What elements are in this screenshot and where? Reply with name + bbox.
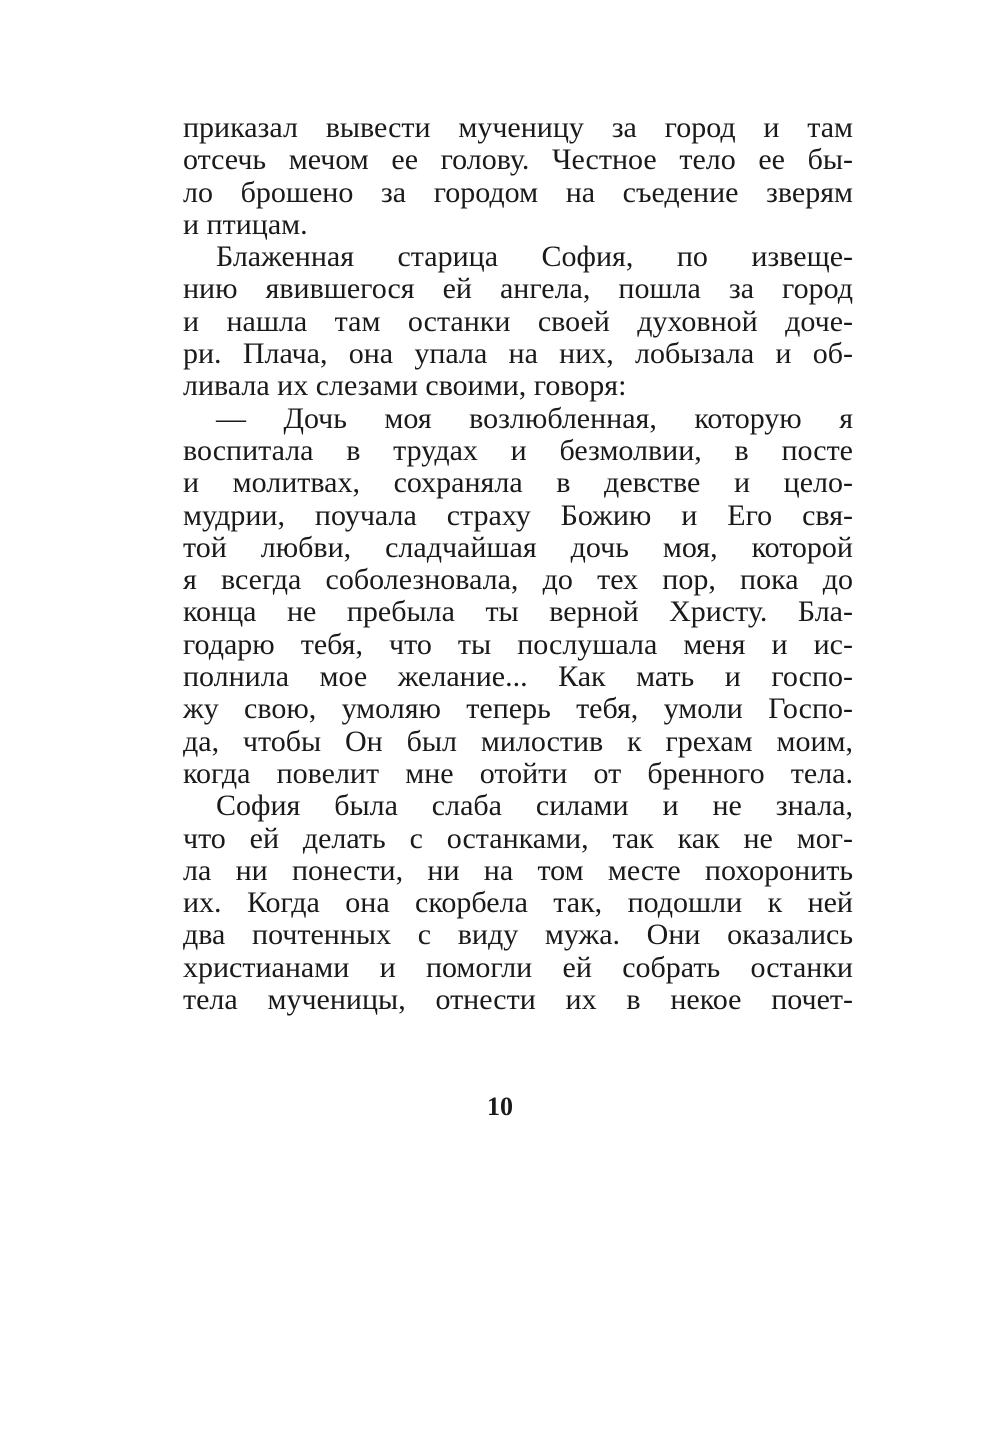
body-text (183, 112, 853, 1016)
text-line: их. Когда она скорбела так, подошли к ней (183, 886, 853, 920)
text-line: приказал вывести мученицу за город и там (183, 111, 853, 144)
text-line: ла ни понести, ни на том месте похоронить (183, 853, 853, 887)
text-line: и нашла там останки своей духовной доче- (183, 304, 853, 338)
text-line: конца не пребыла ты верной Христу. Бла- (183, 595, 853, 629)
text-line: я всегда соболезновала, до тех пор, пока до (183, 563, 853, 597)
text-line: ло брошено за городом на съедение зверям (183, 175, 853, 209)
page-number: 10 (487, 1092, 513, 1121)
text-line: да, чтобы Он был милостив к грехам моим, (183, 724, 853, 758)
text-line: София была слаба силами и не знала, (216, 789, 853, 823)
text-line: той любви, сладчайшая дочь моя, которой (183, 530, 853, 564)
text-line: мудрии, поучала страху Божию и Его свя- (183, 498, 853, 532)
text-line: ливала их слезами своими, говоря: (183, 369, 627, 403)
text-line: ри. Плача, она упала на них, лобызала и об- (183, 337, 853, 371)
text-line: христианами и помогли ей собрать останки (183, 950, 853, 984)
text-line: отсечь мечом ее голову. Честное тело ее бы- (183, 143, 853, 177)
text-line: и молитвах, сохраняла в девстве и цело- (183, 466, 853, 500)
text-line: и птицам. (183, 207, 308, 241)
text-line: когда повелит мне отойти от бренного тела. (183, 756, 853, 790)
text-line: — Дочь моя возлюбленная, которую я (216, 401, 853, 435)
text-line: тела мученицы, отнести их в некое почет- (183, 983, 853, 1017)
text-line: жу свою, умоляю теперь тебя, умоли Госпо- (183, 692, 853, 726)
text-line: Блаженная старица София, по извеще- (216, 240, 853, 274)
text-line: годарю тебя, что ты послушала меня и ис- (183, 627, 853, 661)
text-line: что ей делать с останками, так как не мог- (183, 821, 853, 855)
text-line: полнила мое желание... Как мать и госпо- (183, 660, 853, 694)
text-line: воспитала в трудах и безмолвии, в посте (183, 433, 853, 467)
text-line: нию явившегося ей ангела, пошла за город (183, 272, 853, 306)
text-line: два почтенных с виду мужа. Они оказались (183, 918, 853, 952)
